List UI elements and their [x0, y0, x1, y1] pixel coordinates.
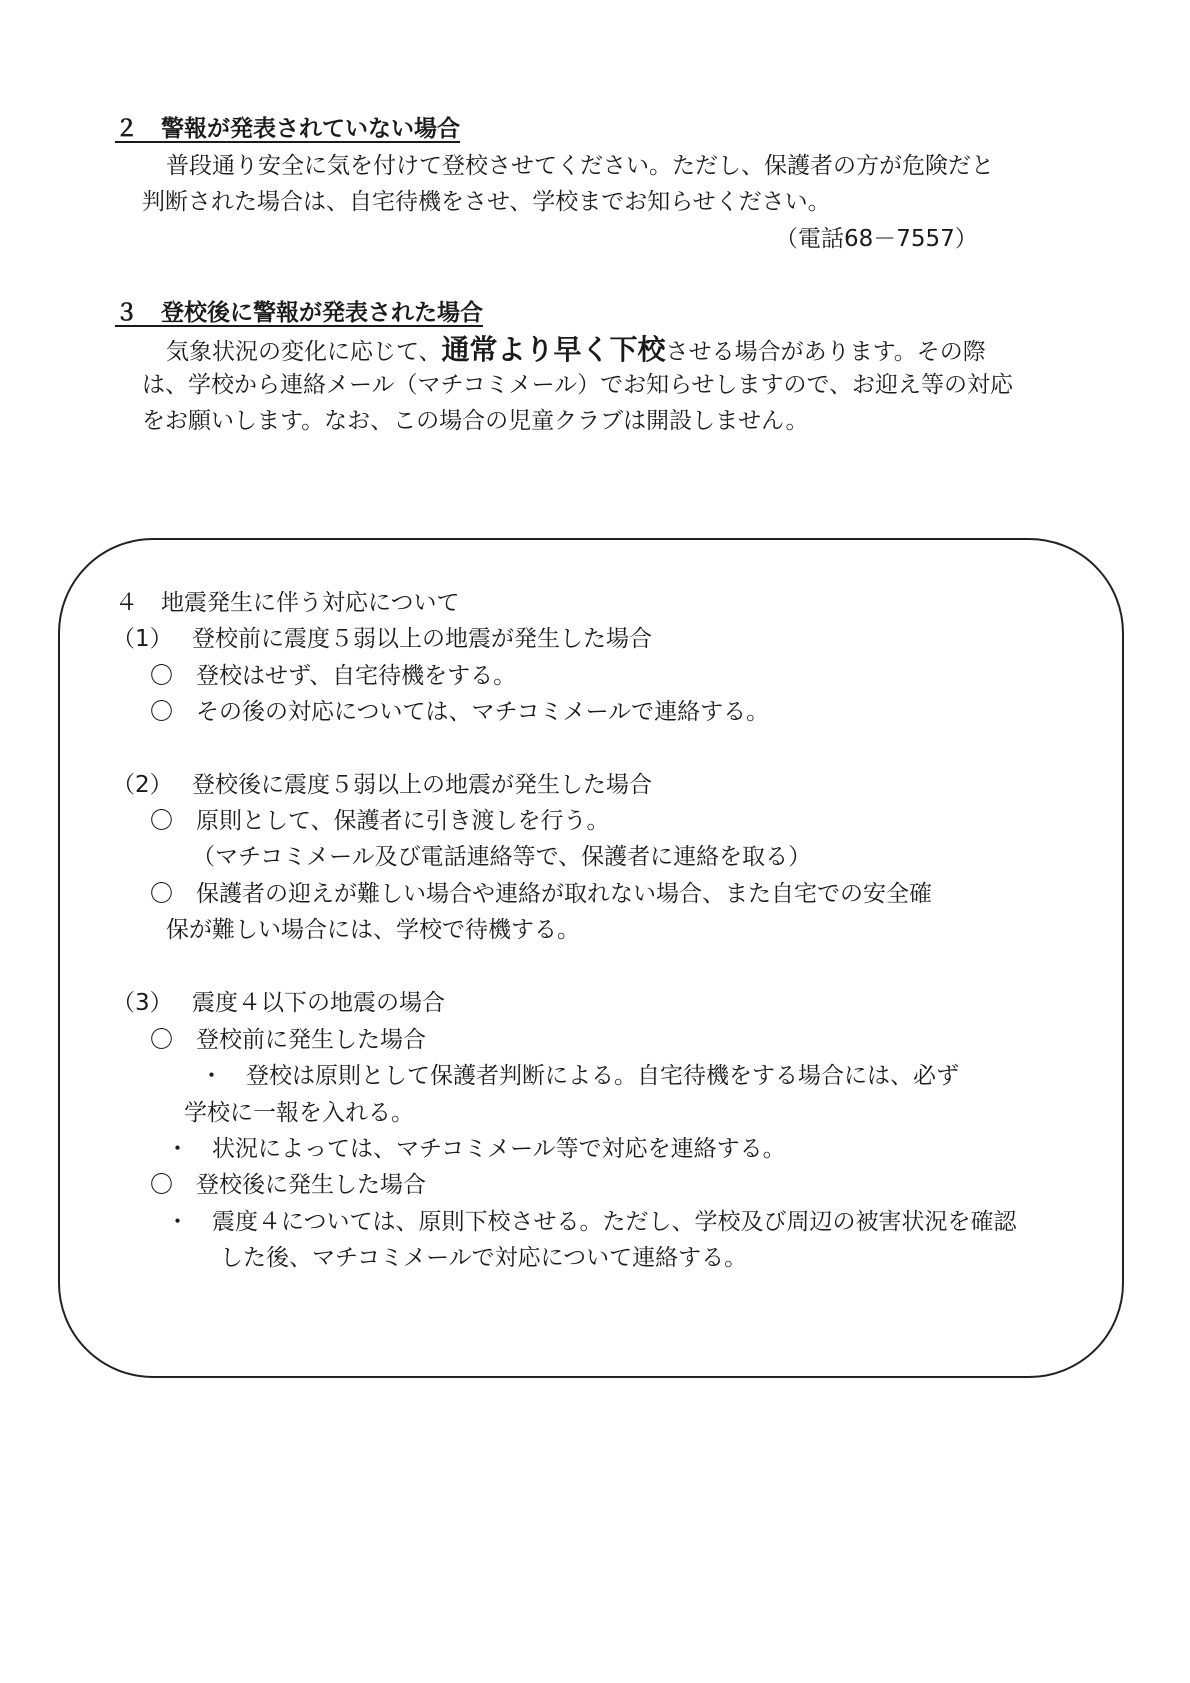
- case-1-item-1: 〇 登校はせず、自宅待機をする。: [150, 663, 517, 689]
- case-2-label: （2）: [112, 772, 173, 798]
- case-2-item-1: 〇 原則として、保護者に引き渡しを行う。: [150, 808, 610, 834]
- case-3-bullet-3-line-2: した後、マチコミメールで対応について連絡する。: [220, 1245, 748, 1271]
- early-dismissal-emphasis: 通常より早く下校: [441, 333, 666, 366]
- case-3-subheading-2: 〇 登校後に発生した場合: [150, 1172, 426, 1198]
- section-3-text-line-1: [166, 333, 986, 366]
- case-3-subheading-1: 〇 登校前に発生した場合: [150, 1027, 426, 1053]
- case-2-item-2-line-2: 保が難しい場合には、学校で待機する。: [166, 917, 580, 943]
- section-4-title: ４ 地震発生に伴う対応について: [115, 590, 460, 616]
- section-3-heading: ３ 登校後に警報が発表された場合: [115, 300, 483, 326]
- section-2-text-line-1: 普段通り安全に気を付けて登校させてください。ただし、保護者の方が危険だと: [166, 153, 994, 179]
- section-3-text-line-1-end: させる場合があります。その際: [665, 339, 986, 365]
- case-3-bullet-1-line-2: 学校に一報を入れる。: [184, 1100, 414, 1126]
- section-3-text-line-2: は、学校から連絡メール（マチコミメール）でお知らせしますので、お迎え等の対応: [142, 372, 1014, 398]
- section-3-text-line-1-start: 気象状況の変化に応じて、: [166, 339, 442, 365]
- case-3-bullet-3-line-1: ・ 震度４については、原則下校させる。ただし、学校及び周辺の被害状況を確認: [166, 1209, 1017, 1235]
- case-3-label: （3）: [112, 990, 173, 1016]
- case-1-item-2: 〇 その後の対応については、マチコミメールで連絡する。: [150, 699, 770, 725]
- case-2-heading: 登校後に震度５弱以上の地震が発生した場合: [192, 772, 652, 798]
- section-2-heading: ２ 警報が発表されていない場合: [115, 116, 460, 142]
- school-phone-number: （電話68－7557）: [775, 226, 978, 252]
- case-3-heading: 震度４以下の地震の場合: [192, 990, 445, 1016]
- section-2-text-line-2: 判断された場合は、自宅待機をさせ、学校までお知らせください。: [142, 189, 831, 215]
- case-1-label: （1）: [112, 626, 173, 652]
- case-2-item-2-line-1: 〇 保護者の迎えが難しい場合や連絡が取れない場合、また自宅での安全確: [150, 881, 932, 907]
- case-3-bullet-2: ・ 状況によっては、マチコミメール等で対応を連絡する。: [166, 1136, 786, 1162]
- section-3-text-line-3: をお願いします。なお、この場合の児童クラブは開設しません。: [142, 408, 809, 434]
- case-2-item-1-note: （マチコミメール及び電話連絡等で、保護者に連絡を取る）: [192, 844, 812, 870]
- case-3-bullet-1-line-1: ・ 登校は原則として保護者判断による。自宅待機をする場合には、必ず: [200, 1063, 959, 1089]
- case-1-heading: 登校前に震度５弱以上の地震が発生した場合: [192, 626, 652, 652]
